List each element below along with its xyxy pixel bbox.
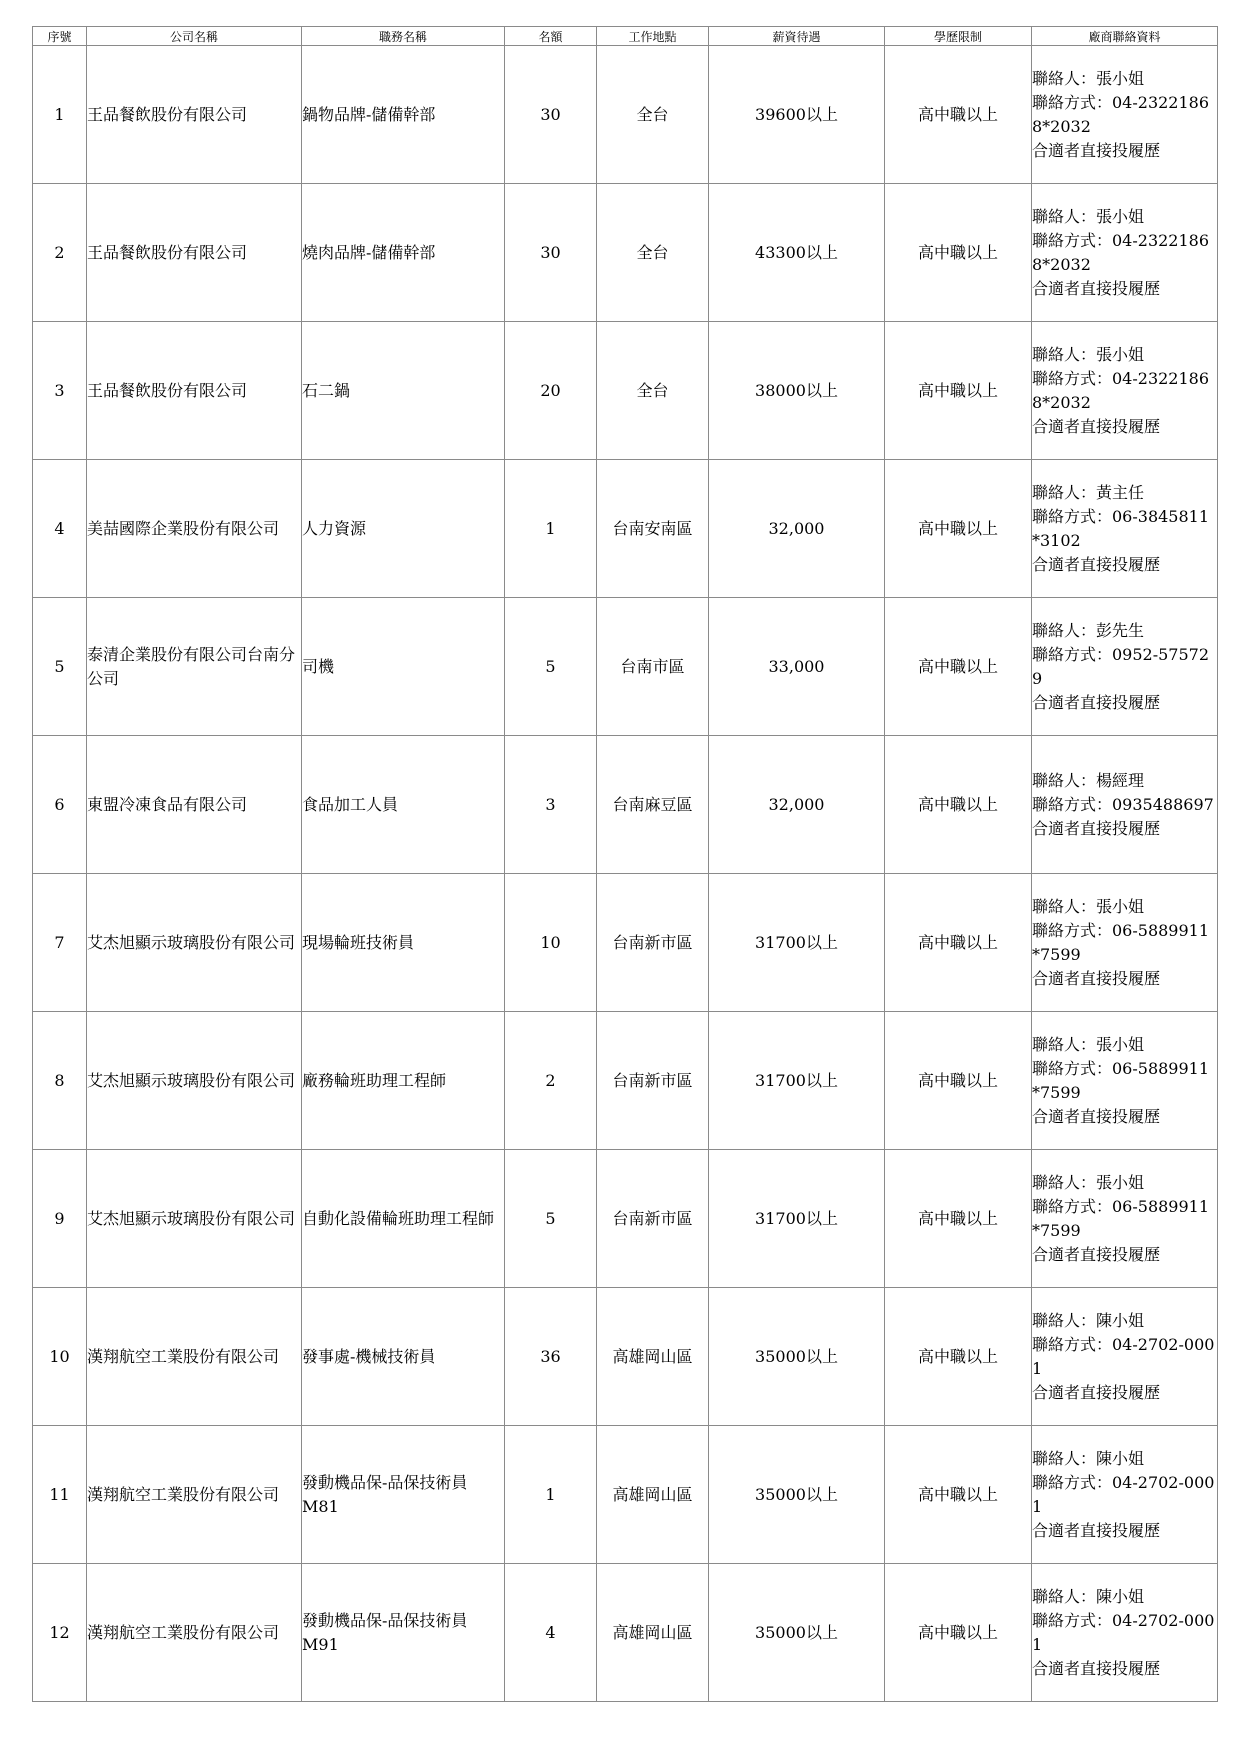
table-row — [33, 1150, 1218, 1288]
table-row — [33, 874, 1218, 1012]
contact-line: 合適者直接投履歷 — [1032, 818, 1161, 838]
job-cell: 石二鍋 — [302, 322, 505, 460]
job-cell: 自動化設備輪班助理工程師 — [302, 1150, 505, 1288]
contact-line: 聯絡方式：0935488697 — [1032, 794, 1214, 814]
contact-line: 合適者直接投履歷 — [1032, 1658, 1161, 1678]
seq-cell: 2 — [33, 184, 87, 322]
contact-line: 聯絡方式：04-2702-0001 — [1032, 1610, 1215, 1654]
seq-cell: 1 — [33, 46, 87, 184]
header-seq: 序號 — [33, 27, 87, 46]
company-cell: 漢翔航空工業股份有限公司 — [87, 1288, 302, 1426]
job-cell: 發事處-機械技術員 — [302, 1288, 505, 1426]
seq-cell: 6 — [33, 736, 87, 874]
location-cell: 高雄岡山區 — [597, 1426, 709, 1564]
table-row — [33, 736, 1218, 874]
openings-cell: 5 — [505, 1150, 597, 1288]
job-listing-table — [32, 26, 1218, 1702]
contact-line: 合適者直接投履歷 — [1032, 1382, 1161, 1402]
header-job: 職務名稱 — [302, 27, 505, 46]
contact-line: 聯絡人：彭先生 — [1032, 620, 1145, 640]
education-cell: 高中職以上 — [885, 736, 1032, 874]
location-cell: 全台 — [597, 46, 709, 184]
job-cell: 現場輪班技術員 — [302, 874, 505, 1012]
location-cell: 台南新市區 — [597, 1150, 709, 1288]
contact-line: 聯絡方式：06-3845811*3102 — [1032, 506, 1210, 550]
seq-cell: 12 — [33, 1564, 87, 1702]
company-cell: 艾杰旭顯示玻璃股份有限公司 — [87, 1012, 302, 1150]
header-contact: 廠商聯絡資料 — [1032, 27, 1218, 46]
contact-line: 合適者直接投履歷 — [1032, 692, 1161, 712]
seq-cell: 10 — [33, 1288, 87, 1426]
education-cell: 高中職以上 — [885, 1564, 1032, 1702]
salary-cell: 31700以上 — [709, 874, 885, 1012]
education-cell: 高中職以上 — [885, 460, 1032, 598]
salary-cell: 32,000 — [709, 736, 885, 874]
header-education: 學歷限制 — [885, 27, 1032, 46]
table-row — [33, 46, 1218, 184]
job-cell: 廠務輪班助理工程師 — [302, 1012, 505, 1150]
seq-cell: 11 — [33, 1426, 87, 1564]
location-cell: 台南市區 — [597, 598, 709, 736]
contact-line: 聯絡方式：04-23221868*2032 — [1032, 368, 1210, 412]
table-row — [33, 460, 1218, 598]
contact-line: 合適者直接投履歷 — [1032, 1244, 1161, 1264]
table-row — [33, 1012, 1218, 1150]
header-location: 工作地點 — [597, 27, 709, 46]
salary-cell: 35000以上 — [709, 1564, 885, 1702]
job-cell: 發動機品保-品保技術員M91 — [302, 1564, 505, 1702]
location-cell: 台南麻豆區 — [597, 736, 709, 874]
education-cell: 高中職以上 — [885, 1288, 1032, 1426]
location-cell: 高雄岡山區 — [597, 1288, 709, 1426]
company-cell: 漢翔航空工業股份有限公司 — [87, 1426, 302, 1564]
education-cell: 高中職以上 — [885, 46, 1032, 184]
openings-cell: 5 — [505, 598, 597, 736]
salary-cell: 43300以上 — [709, 184, 885, 322]
salary-cell: 33,000 — [709, 598, 885, 736]
location-cell: 全台 — [597, 184, 709, 322]
contact-line: 聯絡人：張小姐 — [1032, 344, 1145, 364]
job-cell: 人力資源 — [302, 460, 505, 598]
table-row — [33, 322, 1218, 460]
contact-cell — [1032, 736, 1218, 874]
seq-cell: 9 — [33, 1150, 87, 1288]
header-salary: 薪資待遇 — [709, 27, 885, 46]
contact-line: 聯絡人：陳小姐 — [1032, 1310, 1145, 1330]
company-cell: 艾杰旭顯示玻璃股份有限公司 — [87, 1150, 302, 1288]
company-cell: 東盟冷凍食品有限公司 — [87, 736, 302, 874]
contact-line: 聯絡人：黃主任 — [1032, 482, 1145, 502]
seq-cell: 7 — [33, 874, 87, 1012]
education-cell: 高中職以上 — [885, 598, 1032, 736]
salary-cell: 35000以上 — [709, 1288, 885, 1426]
contact-cell — [1032, 1288, 1218, 1426]
contact-line: 合適者直接投履歷 — [1032, 1520, 1161, 1540]
salary-cell: 31700以上 — [709, 1150, 885, 1288]
contact-cell — [1032, 874, 1218, 1012]
salary-cell: 38000以上 — [709, 322, 885, 460]
contact-line: 聯絡人：陳小姐 — [1032, 1448, 1145, 1468]
contact-cell — [1032, 1426, 1218, 1564]
contact-line: 聯絡人：陳小姐 — [1032, 1586, 1145, 1606]
job-cell: 鍋物品牌-儲備幹部 — [302, 46, 505, 184]
seq-cell: 8 — [33, 1012, 87, 1150]
location-cell: 台南新市區 — [597, 1012, 709, 1150]
contact-line: 聯絡方式：06-5889911*7599 — [1032, 1058, 1210, 1102]
company-cell: 泰清企業股份有限公司台南分公司 — [87, 598, 302, 736]
openings-cell: 10 — [505, 874, 597, 1012]
contact-line: 聯絡方式：04-2702-0001 — [1032, 1334, 1215, 1378]
table-row — [33, 184, 1218, 322]
contact-cell — [1032, 1012, 1218, 1150]
company-cell: 王品餐飲股份有限公司 — [87, 322, 302, 460]
education-cell: 高中職以上 — [885, 184, 1032, 322]
table-row — [33, 1426, 1218, 1564]
openings-cell: 30 — [505, 184, 597, 322]
company-cell: 王品餐飲股份有限公司 — [87, 46, 302, 184]
education-cell: 高中職以上 — [885, 874, 1032, 1012]
openings-cell: 2 — [505, 1012, 597, 1150]
seq-cell: 3 — [33, 322, 87, 460]
openings-cell: 36 — [505, 1288, 597, 1426]
contact-line: 聯絡人：張小姐 — [1032, 68, 1145, 88]
openings-cell: 20 — [505, 322, 597, 460]
contact-cell — [1032, 46, 1218, 184]
header-company: 公司名稱 — [87, 27, 302, 46]
contact-line: 合適者直接投履歷 — [1032, 1106, 1161, 1126]
contact-cell — [1032, 460, 1218, 598]
contact-line: 合適者直接投履歷 — [1032, 278, 1161, 298]
contact-line: 聯絡人：張小姐 — [1032, 1172, 1145, 1192]
salary-cell: 31700以上 — [709, 1012, 885, 1150]
table-row — [33, 1564, 1218, 1702]
location-cell: 高雄岡山區 — [597, 1564, 709, 1702]
education-cell: 高中職以上 — [885, 1012, 1032, 1150]
company-cell: 王品餐飲股份有限公司 — [87, 184, 302, 322]
location-cell: 台南安南區 — [597, 460, 709, 598]
job-cell: 司機 — [302, 598, 505, 736]
job-cell: 發動機品保-品保技術員M81 — [302, 1426, 505, 1564]
contact-line: 聯絡方式：06-5889911*7599 — [1032, 1196, 1210, 1240]
company-cell: 艾杰旭顯示玻璃股份有限公司 — [87, 874, 302, 1012]
table-row — [33, 1288, 1218, 1426]
contact-cell — [1032, 598, 1218, 736]
openings-cell: 1 — [505, 1426, 597, 1564]
contact-line: 聯絡方式：04-23221868*2032 — [1032, 92, 1210, 136]
contact-line: 聯絡方式：04-2702-0001 — [1032, 1472, 1215, 1516]
company-cell: 美喆國際企業股份有限公司 — [87, 460, 302, 598]
seq-cell: 4 — [33, 460, 87, 598]
location-cell: 全台 — [597, 322, 709, 460]
location-cell: 台南新市區 — [597, 874, 709, 1012]
contact-line: 聯絡人：張小姐 — [1032, 896, 1145, 916]
education-cell: 高中職以上 — [885, 1150, 1032, 1288]
table-row — [33, 598, 1218, 736]
contact-line: 合適者直接投履歷 — [1032, 968, 1161, 988]
salary-cell: 35000以上 — [709, 1426, 885, 1564]
contact-line: 聯絡人：楊經理 — [1032, 770, 1145, 790]
job-cell: 燒肉品牌-儲備幹部 — [302, 184, 505, 322]
contact-line: 聯絡方式：0952-575729 — [1032, 644, 1210, 688]
contact-cell — [1032, 1564, 1218, 1702]
education-cell: 高中職以上 — [885, 1426, 1032, 1564]
contact-line: 聯絡方式：06-5889911*7599 — [1032, 920, 1210, 964]
contact-cell — [1032, 322, 1218, 460]
contact-line: 聯絡方式：04-23221868*2032 — [1032, 230, 1210, 274]
contact-line: 合適者直接投履歷 — [1032, 140, 1161, 160]
job-cell: 食品加工人員 — [302, 736, 505, 874]
seq-cell: 5 — [33, 598, 87, 736]
openings-cell: 3 — [505, 736, 597, 874]
openings-cell: 1 — [505, 460, 597, 598]
header-row — [33, 27, 1218, 46]
header-openings: 名額 — [505, 27, 597, 46]
openings-cell: 30 — [505, 46, 597, 184]
contact-line: 聯絡人：張小姐 — [1032, 206, 1145, 226]
salary-cell: 39600以上 — [709, 46, 885, 184]
contact-line: 合適者直接投履歷 — [1032, 554, 1161, 574]
education-cell: 高中職以上 — [885, 322, 1032, 460]
salary-cell: 32,000 — [709, 460, 885, 598]
contact-cell — [1032, 1150, 1218, 1288]
openings-cell: 4 — [505, 1564, 597, 1702]
contact-cell — [1032, 184, 1218, 322]
contact-line: 聯絡人：張小姐 — [1032, 1034, 1145, 1054]
company-cell: 漢翔航空工業股份有限公司 — [87, 1564, 302, 1702]
contact-line: 合適者直接投履歷 — [1032, 416, 1161, 436]
